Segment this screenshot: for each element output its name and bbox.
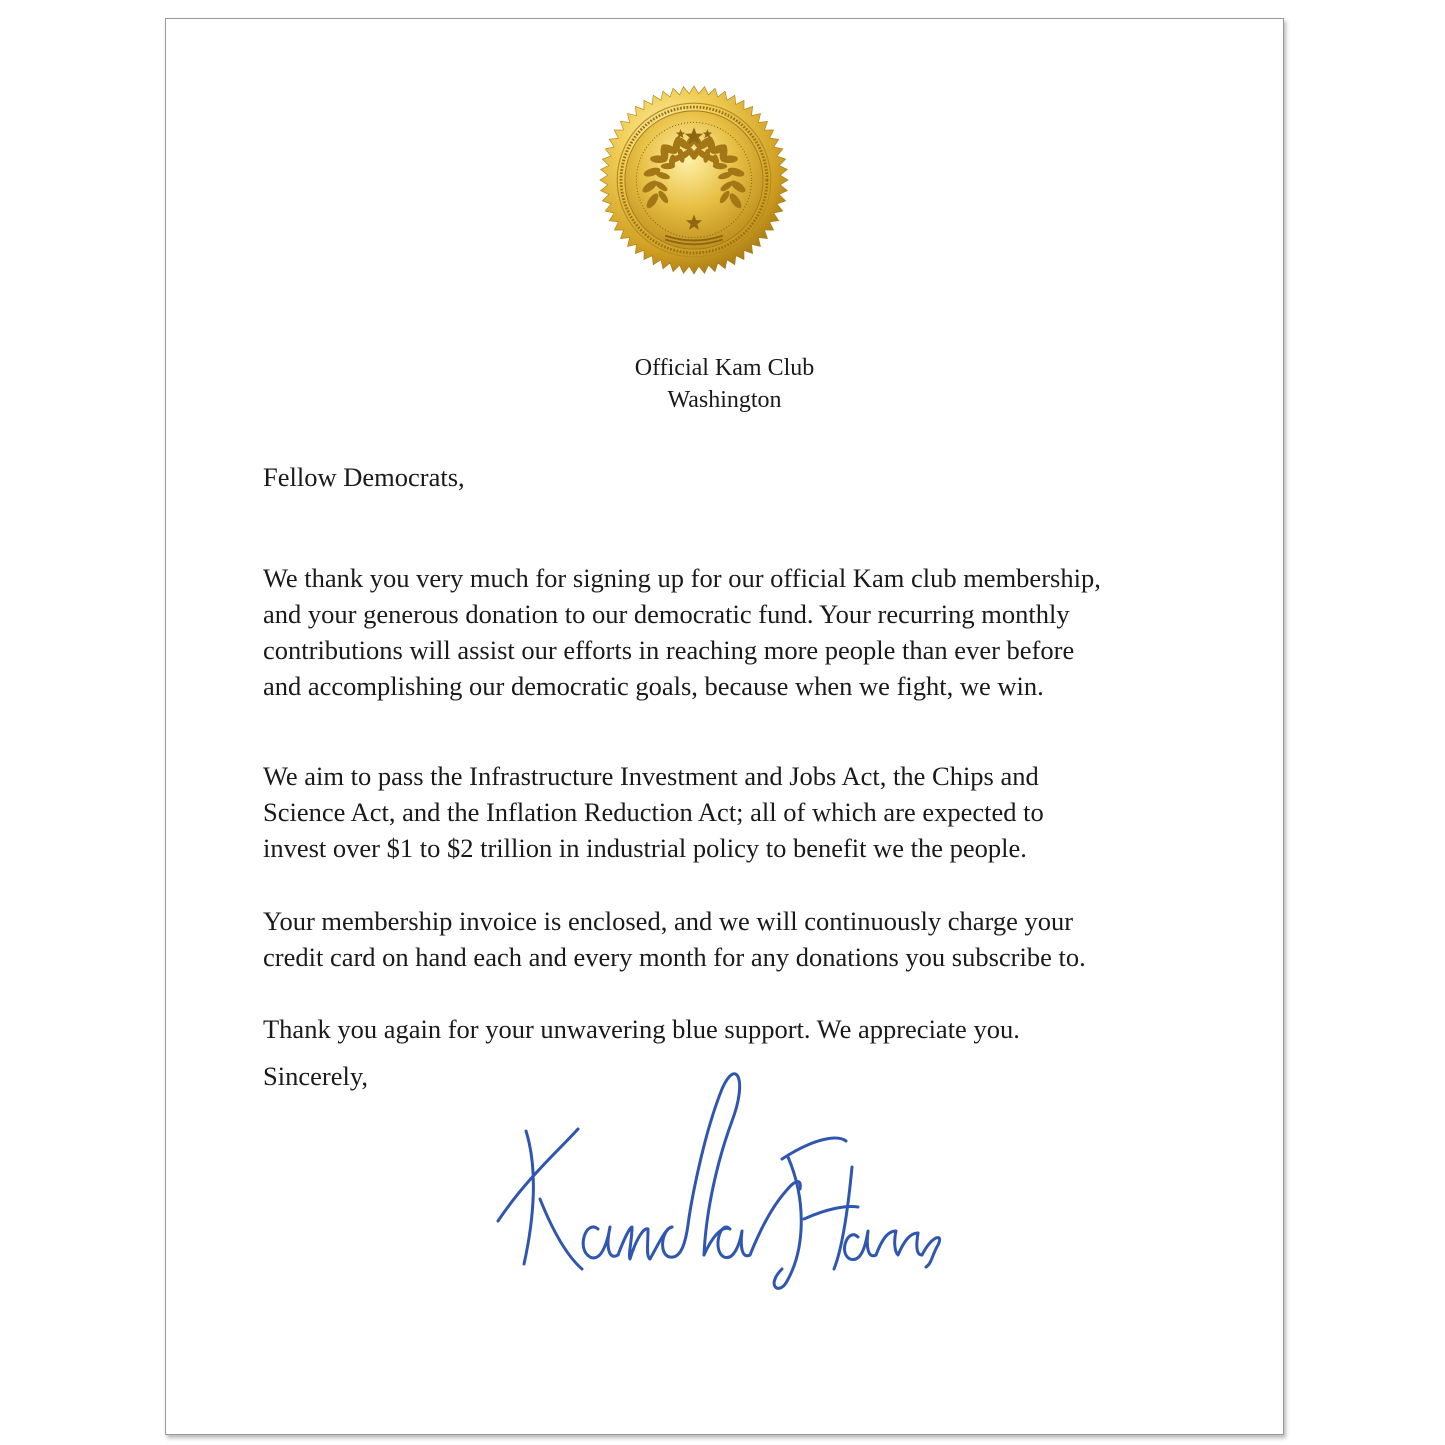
- paragraph-line: credit card on hand each and every month for any donations you subscribe to.: [263, 941, 1086, 972]
- paragraph-line: and accomplishing our democratic goals, because when we fight, we win.: [263, 671, 1044, 702]
- paragraph-line: Thank you again for your unwavering blue support. We appreciate you.: [263, 1013, 1020, 1044]
- paragraph-appreciation: [263, 1011, 1223, 1047]
- organization-name: Official Kam Club: [634, 355, 815, 381]
- closing: Sincerely,: [263, 1061, 368, 1091]
- organization-city: Washington: [667, 387, 782, 413]
- paragraph-line: Your membership invoice is enclosed, and we will continuously charge your: [263, 905, 1074, 936]
- letter-page: [165, 18, 1284, 1435]
- paragraph-invoice: [263, 903, 1223, 976]
- paragraph-line: and your generous donation to our democratic fund. Your recurring monthly: [263, 598, 1070, 629]
- paragraph-legislation: [263, 758, 1223, 867]
- handwritten-signature: [486, 1059, 946, 1299]
- paragraph-line: Science Act, and the Inflation Reduction Act; all of which are expected to: [263, 796, 1044, 827]
- paragraph-line: contributions will assist our efforts in reaching more people than ever before: [263, 635, 1075, 666]
- paragraph-line: invest over $1 to $2 trillion in industrial policy to benefit we the people.: [263, 833, 1027, 864]
- paragraph-line: We thank you very much for signing up for our official Kam club membership,: [263, 562, 1101, 593]
- gold-seal-icon: [598, 84, 790, 276]
- paragraph-line: We aim to pass the Infrastructure Investment and Jobs Act, the Chips and: [263, 760, 1039, 791]
- salutation: Fellow Democrats,: [263, 462, 465, 492]
- paragraph-membership-thanks: [263, 560, 1223, 705]
